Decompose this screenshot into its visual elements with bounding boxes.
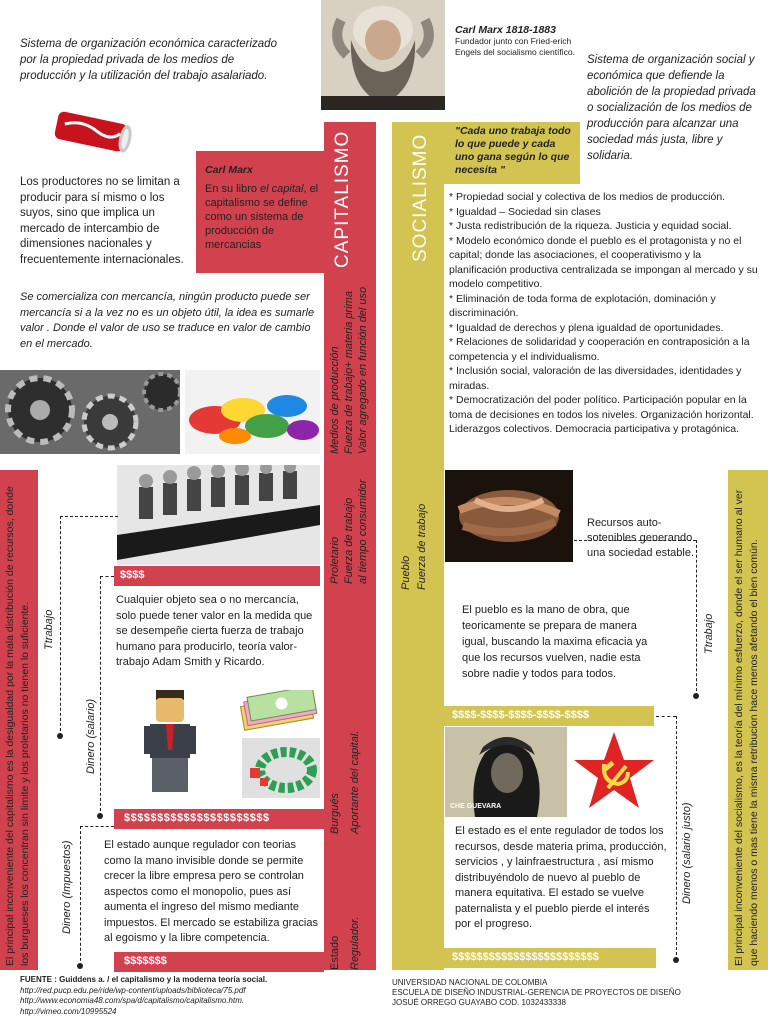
people-text: El pueblo es la mano de obra, que teoricamente se prepara de manera igual, buscando la maxima eficacia ya que los recursos vuelven, nadie esta sobre nadie y todos para todos. [462, 604, 648, 680]
cap-side-label-work: Ttrabajo [43, 609, 55, 650]
soc-state-text: El estado es el ente regulador de todos los recursos, desde materia prima, producción, servicios , y lainfraestructura , así mismo distribuyéndolo de nuevo al pueblo de manera equitativa. El estado se vuelve paternalista y el pueblo pierde el interés por el progreso. [455, 825, 667, 930]
source-url-3[interactable]: http://vimeo.com/10995524 [20, 1006, 117, 1016]
producers-text: Los productores no se limitan a producir para sí mismo o los suyos, sino que implica un mercado de intercambio de dimensiones nacionales y frecuentemente internacionales. [20, 176, 184, 266]
soc-salary-dot [673, 957, 679, 963]
socialism-point: * Democratización del poder político. Participación popular en la toma de decisiones en todos los niveles. Organización horizontal. Liderazgos colectivos. Democracia participativa y protagónica. [449, 394, 754, 435]
cap-money-bar-2-text: $$$$$$$$$$$$$$$$$$$$$$ [124, 812, 270, 824]
credit-school: ESCUELA DE DISEÑO INDUSTRIAL-GERENCIA DE PROYECTOS DE DISEÑO [392, 988, 681, 997]
means-label-2: Fuerza de trabajo+ materia prima [343, 291, 355, 454]
socialism-point: * Eliminación de toda forma de explotación, dominación y discriminación. [449, 292, 716, 319]
marx-text-book: el capital [260, 183, 304, 195]
state-label-1: Estado [329, 935, 341, 970]
means-label-3: Valor agregado en función del uso [357, 286, 369, 454]
cap-taxes-dot [77, 963, 83, 969]
lego-businessman-image [140, 690, 200, 792]
che-caption: CHE GUEVARA [450, 803, 502, 810]
soc-work-line-top [574, 540, 696, 541]
cap-taxes-line [80, 826, 81, 966]
means-label-1: Medios de producción [329, 346, 341, 454]
socialism-quote: "Cada uno trabaja todo lo que puede y cada uno gana según lo que necesita " [455, 125, 571, 176]
portrait-caption [455, 24, 575, 58]
proletariat-label-1: Proletario [329, 536, 341, 584]
socialism-point: * Igualdad de derechos y plena igualdad de oportunidades. [449, 321, 724, 334]
cap-work-line [60, 516, 61, 736]
credit-author: JOSUÉ ORREGO GUAYABO COD. 1032433338 [392, 998, 566, 1007]
portrait-caption-desc: Fundador junto con Fried-erich Engels del socialismo científico. [455, 36, 576, 57]
state-label-2: Regulador. [349, 916, 361, 970]
cap-salary-line [100, 576, 101, 816]
cap-side-label-taxes: Dinero (Impuestos) [61, 840, 73, 934]
socialism-point: * Igualdad – Sociedad sin clases [449, 205, 601, 218]
colored-pigments-image [185, 370, 320, 454]
socialism-point: * Relaciones de solidaridad y cooperación en contraposición a la competencia y el individualismo. [449, 336, 750, 363]
cap-taxes-line-top [80, 826, 114, 827]
source-url-1[interactable]: http://red.pucp.edu.pe/ride/wp-content/uploads/biblioteca/75.pdf [20, 985, 246, 995]
people-label-2: Fuerza de trabajo [416, 503, 428, 590]
cap-work-line-top [60, 516, 118, 517]
bourgeois-label-2: Aportante del capital. [349, 730, 361, 834]
carl-marx-label: Carl Marx [205, 164, 253, 176]
board-game-pieces-image [242, 738, 320, 798]
resources-text: Recursos auto-sotenibles generando una sociedad estable. [587, 517, 695, 559]
soc-salary-line-top [656, 716, 676, 717]
carl-marx-capital-text [205, 182, 320, 252]
footer-credits [392, 978, 712, 1008]
marx-text-part2: , el capitalismo se define como un sistema de producción de mercancias [205, 183, 319, 251]
proletariat-label-2: Fuerza de trabajo [343, 497, 355, 584]
proletariat-label-3: al tiempo consumidor [357, 479, 369, 584]
capitalism-title: CAPITALISMO [332, 130, 353, 268]
socialism-definition: Sistema de organización social y económica que defiende la abolición de la propiedad privada o socialización de los medios de producción para alcanzar una sociedad más justa, libre y solidaria. [587, 54, 756, 162]
cap-money-bar-3-text: $$$$$$$ [124, 955, 167, 967]
credit-university: UNIVERSIDAD NACIONAL DE COLOMBIA [392, 978, 548, 987]
cap-salary-line-top [100, 576, 114, 577]
soc-side-label-work: Ttrabajo [703, 613, 715, 654]
soc-salary-line [676, 716, 677, 960]
cap-side-label-salary: Dinero (salario) [85, 698, 97, 774]
source-url-2[interactable]: http://www.economia48.com/spa/d/capitalismo/capitalismo.htm. [20, 996, 245, 1005]
merchandise-text: Se comercializa con mercancía, ningún producto puede ser mercancía si a la vez no es un objeto útil, la idea es sumarle valor . Donde el valor de uso se traduce en valor de cambio en el mercado. [20, 291, 315, 350]
soc-money-bar-2-text: $$$$$$$$$$$$$$$$$$$$$$$$ [452, 951, 599, 963]
people-label-1: Pueblo [400, 555, 412, 590]
hands-together-image [445, 470, 573, 562]
soc-work-line [696, 540, 697, 696]
cap-money-bar-1 [114, 566, 320, 586]
capitalism-definition: Sistema de organización económica caracterizado por la propiedad privada de los medios de producción y la utilización del trabajo asalariado. [20, 38, 277, 82]
soc-inconvenience-text: El principal inconveniente del socialismo, es la teoría del mínimo esfuerzo, donde el ser humano al ver que haciendo menos o mas tiene la misma retribucion hace menos afetando el bien común. [733, 489, 760, 966]
marx-portrait-image [321, 0, 445, 110]
marx-text-part1: En su libro [205, 183, 261, 195]
portrait-caption-name: Carl Marx 1818-1883 [455, 24, 556, 36]
source-label: FUENTE : Guiddens a. / el capitalismo y la moderna teoría social. [20, 975, 268, 984]
socialism-point: * Justa redistribución de la riqueza. Justicia y equidad social. [449, 220, 732, 232]
socialism-title: SOCIALISMO [410, 133, 431, 262]
lego-workers-image [117, 465, 320, 565]
soc-side-label-salary: Dinero (salario justo) [681, 802, 693, 904]
hammer-sickle-star-image [572, 730, 656, 810]
socialism-points-list [449, 190, 759, 437]
bourgeois-label-1: Burgués [329, 793, 341, 834]
cap-money-bar-1-text: $$$$ [120, 569, 145, 581]
value-theory-text: Cualquier objeto sea o no mercancía, solo puede tener valor en la medida que se desempeñe cierta fuerza de trabajo humano para producirlo, teoría valor-trabajo Adam Smith y Ricardo. [116, 594, 313, 668]
socialism-point: * Inclusión social, valoración de las diversidades, identidades y miradas. [449, 365, 742, 392]
socialism-point: * Propiedad social y colectiva de los medios de producción. [449, 191, 726, 203]
money-bills-image [238, 690, 320, 734]
cap-inconvenience-text: El principal inconveniente del capitalismo es la desigualdad por la mala distribución de recursos, donde los burgueses los concentran sin limite y los proletarios no tienen lo suficiente. [4, 486, 31, 966]
cap-state-text: El estado aunque regulador con teorias como la mano invisible donde se permite crecer la libre empresa pero se controlan aspectos como el monopolio, pues así aumenta el ingreso del mismo mediante impuestos. El mercado se estabiliza gracias al egoismo y la libre competencia. [104, 839, 318, 944]
footer-sources [20, 975, 320, 1017]
cap-salary-dot [97, 813, 103, 819]
soc-work-dot [693, 693, 699, 699]
coca-cola-can-image [50, 106, 136, 156]
socialism-point: * Modelo económico donde el pueblo es el protagonista y no el capital; donde las asociaciones, el cooperativismo y la planificación productiva centralizada se impongan al mercado y su modelo competitivo. [449, 234, 758, 290]
cap-work-dot [57, 733, 63, 739]
soc-money-bar-1-text: $$$$-$$$$-$$$$-$$$$-$$$$ [452, 709, 590, 721]
industrial-gears-image [0, 370, 180, 454]
